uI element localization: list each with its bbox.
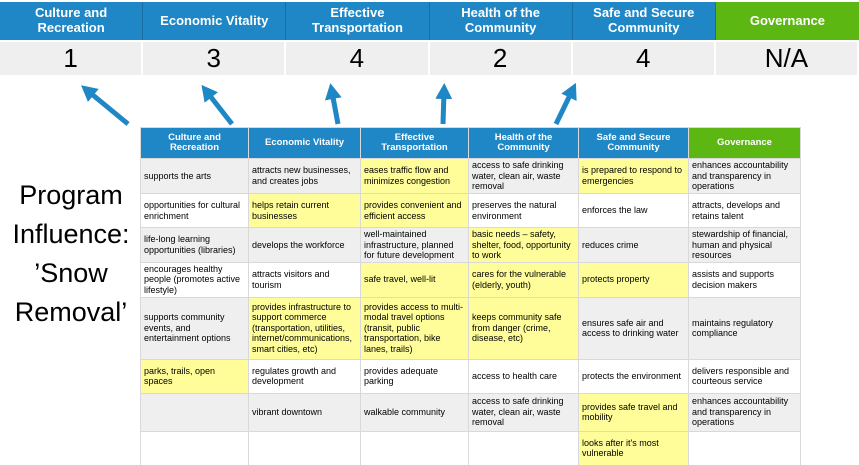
matrix-col-header-1: Economic Vitality xyxy=(249,128,361,159)
scoreboard-header-4: Safe and Secure Community xyxy=(573,2,716,40)
influence-arrow-2 xyxy=(207,92,232,124)
matrix-cell-3-3: cares for the vulnerable (elderly, youth) xyxy=(469,262,579,297)
matrix-col-header-2: Effective Transportation xyxy=(361,128,469,159)
matrix-cell-7-4: looks after it's most vulnerable xyxy=(579,431,689,465)
scoreboard-header-2: Effective Transportation xyxy=(286,2,429,40)
scoreboard-header-3: Health of the Community xyxy=(430,2,573,40)
scoreboard-score-1: 3 xyxy=(143,40,286,75)
page-title: Program Influence: ’Snow Removal’ xyxy=(12,180,130,328)
matrix-col-header-4: Safe and Secure Community xyxy=(579,128,689,159)
influence-arrow-5 xyxy=(556,91,572,124)
matrix-cell-0-0: supports the arts xyxy=(141,159,249,194)
matrix-cell-3-1: attracts visitors and tourism xyxy=(249,262,361,297)
matrix-cell-3-4: protects property xyxy=(579,262,689,297)
matrix-cell-3-2: safe travel, well-lit xyxy=(361,262,469,297)
matrix-cell-6-1: vibrant downtown xyxy=(249,393,361,431)
matrix-cell-4-3: keeps community safe from danger (crime, disease, etc) xyxy=(469,297,579,359)
matrix-col-header-3: Health of the Community xyxy=(469,128,579,159)
scoreboard-header-5: Governance xyxy=(716,2,859,40)
matrix-cell-1-4: enforces the law xyxy=(579,194,689,228)
matrix-cell-5-1: regulates growth and development xyxy=(249,359,361,393)
scoreboard-score-3: 2 xyxy=(430,40,573,75)
scoreboard-score-4: 4 xyxy=(573,40,716,75)
scoreboard-header-1: Economic Vitality xyxy=(143,2,286,40)
matrix-col-header-5: Governance xyxy=(689,128,801,159)
matrix-row-2 xyxy=(141,228,801,263)
matrix-row-1 xyxy=(141,194,801,228)
matrix-row-4 xyxy=(141,297,801,359)
matrix-cell-2-2: well-maintained infrastructure, planned for future development xyxy=(361,228,469,263)
matrix-cell-4-1: provides infrastructure to support commerce (transportation, utilities, internet/communications, smart cities, etc) xyxy=(249,297,361,359)
matrix-cell-2-1: develops the workforce xyxy=(249,228,361,263)
matrix-row-3 xyxy=(141,262,801,297)
matrix-row-7 xyxy=(141,431,801,465)
matrix-cell-5-4: protects the environment xyxy=(579,359,689,393)
scoreboard xyxy=(0,2,859,75)
matrix-cell-7-1 xyxy=(249,431,361,465)
matrix-cell-7-2 xyxy=(361,431,469,465)
matrix-cell-5-2: provides adequate parking xyxy=(361,359,469,393)
matrix-cell-0-2: eases traffic flow and minimizes congestion xyxy=(361,159,469,194)
scoreboard-score-2: 4 xyxy=(286,40,429,75)
scoreboard-header-0: Culture and Recreation xyxy=(0,2,143,40)
matrix-cell-0-4: is prepared to respond to emergencies xyxy=(579,159,689,194)
matrix-row-0 xyxy=(141,159,801,194)
matrix-cell-0-5: enhances accountability and transparency in operations xyxy=(689,159,801,194)
matrix-cell-6-5: enhances accountability and transparency in operations xyxy=(689,393,801,431)
matrix-cell-6-2: walkable community xyxy=(361,393,469,431)
matrix-cell-5-3: access to health care xyxy=(469,359,579,393)
matrix-cell-1-5: attracts, develops and retains talent xyxy=(689,194,801,228)
matrix-cell-3-0: encourages healthy people (promotes active lifestyle) xyxy=(141,262,249,297)
matrix-col-header-0: Culture and Recreation xyxy=(141,128,249,159)
matrix-cell-1-0: opportunities for cultural enrichment xyxy=(141,194,249,228)
matrix-cell-4-0: supports community events, and entertainment options xyxy=(141,297,249,359)
matrix-cell-6-4: provides safe travel and mobility xyxy=(579,393,689,431)
matrix-cell-5-5: delivers responsible and courteous service xyxy=(689,359,801,393)
matrix-row-6 xyxy=(141,393,801,431)
matrix-cell-1-3: preserves the natural environment xyxy=(469,194,579,228)
matrix-cell-3-5: assists and supports decision makers xyxy=(689,262,801,297)
matrix-cell-2-5: stewardship of financial, human and physical resources xyxy=(689,228,801,263)
influence-arrow-4 xyxy=(443,92,444,124)
influence-arrows xyxy=(0,82,660,130)
matrix-cell-6-3: access to safe drinking water, clean air, waste removal xyxy=(469,393,579,431)
matrix-cell-7-5 xyxy=(689,431,801,465)
matrix-cell-1-2: provides convenient and efficient access xyxy=(361,194,469,228)
matrix-cell-6-0 xyxy=(141,393,249,431)
matrix-cell-4-5: maintains regulatory compliance xyxy=(689,297,801,359)
matrix-cell-0-3: access to safe drinking water, clean air, waste removal xyxy=(469,159,579,194)
scoreboard-score-0: 1 xyxy=(0,40,143,75)
influence-arrow-3 xyxy=(332,92,338,124)
matrix-cell-0-1: attracts new businesses, and creates jobs xyxy=(249,159,361,194)
matrix-cell-4-4: ensures safe air and access to drinking water xyxy=(579,297,689,359)
matrix-cell-7-0 xyxy=(141,431,249,465)
matrix-cell-2-3: basic needs – safety, shelter, food, opportunity to work xyxy=(469,228,579,263)
matrix-cell-7-3 xyxy=(469,431,579,465)
matrix-cell-4-2: provides access to multi-modal travel options (transit, public transportation, bike lanes, trails) xyxy=(361,297,469,359)
matrix-row-5 xyxy=(141,359,801,393)
scoreboard-score-5: N/A xyxy=(716,40,859,75)
influence-arrow-1 xyxy=(88,91,128,124)
matrix-cell-2-4: reduces crime xyxy=(579,228,689,263)
influence-matrix xyxy=(140,127,801,465)
matrix-cell-5-0: parks, trails, open spaces xyxy=(141,359,249,393)
matrix-cell-1-1: helps retain current businesses xyxy=(249,194,361,228)
matrix-header-row xyxy=(141,128,801,159)
matrix-cell-2-0: life-long learning opportunities (libraries) xyxy=(141,228,249,263)
matrix-body xyxy=(141,159,801,465)
